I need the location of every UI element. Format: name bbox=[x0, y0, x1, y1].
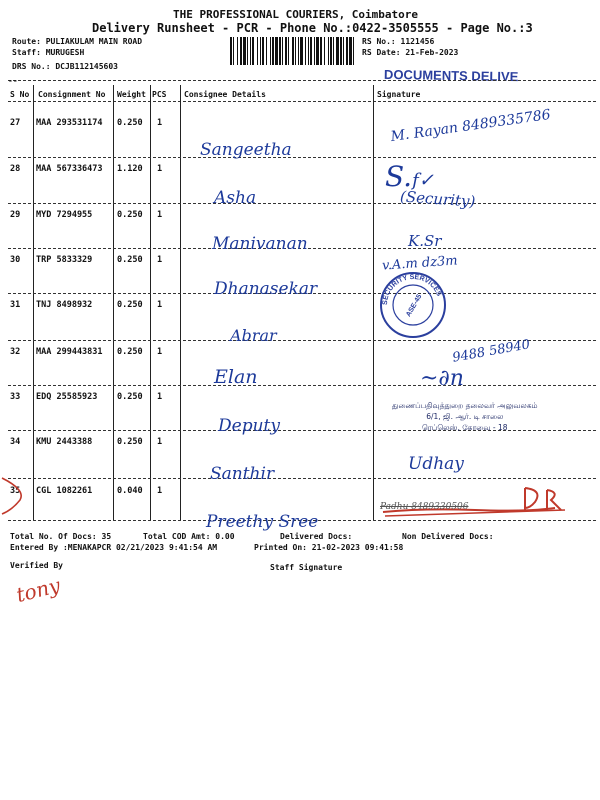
barcode-bar bbox=[285, 37, 287, 65]
consignee-name: Santhir bbox=[210, 464, 275, 484]
row-consignment: KMU 2443388 bbox=[36, 437, 93, 447]
stamp-line: ரெப்லெஸ், கோவை - 18 bbox=[422, 423, 508, 432]
crossed-number: Padhu 8489330506 bbox=[380, 502, 469, 512]
total-docs: Total No. Of Docs: 35 bbox=[10, 532, 112, 541]
rs-date-value: 21-Feb-2023 bbox=[405, 48, 459, 57]
barcode-bar bbox=[305, 37, 306, 65]
barcode-graphic bbox=[230, 37, 356, 65]
row-consignment: EDQ 25585923 bbox=[36, 392, 98, 402]
barcode-bar bbox=[279, 37, 281, 65]
delivered-stamp: DOCUMENTS DELIVE bbox=[383, 66, 519, 85]
barcode-bar bbox=[282, 37, 283, 65]
row-consignment: TRP 5833329 bbox=[36, 255, 93, 265]
barcode-bar bbox=[270, 37, 271, 65]
drs-value: DCJB112145603 bbox=[55, 62, 118, 71]
row-rule bbox=[8, 157, 596, 158]
route-label: Route: bbox=[12, 37, 41, 46]
row-consignment: TNJ 8498932 bbox=[36, 300, 93, 310]
consignee-name: Asha bbox=[214, 188, 257, 208]
row-pcs: 1 bbox=[157, 210, 163, 220]
barcode-bar bbox=[298, 37, 299, 65]
row-consignment: MAA 567336473 bbox=[36, 164, 103, 174]
row-pcs: 1 bbox=[157, 118, 163, 128]
consignee-name: Dhanasekar bbox=[214, 279, 318, 299]
seal-graphic bbox=[378, 270, 448, 340]
row-pcs: 1 bbox=[157, 486, 163, 496]
barcode-bar bbox=[250, 37, 251, 65]
barcode-bar bbox=[237, 37, 238, 65]
signature-scribble: S.f✓ bbox=[385, 160, 434, 193]
barcode-bar bbox=[340, 37, 342, 65]
col-sno: S No bbox=[10, 90, 30, 99]
row-pcs: 1 bbox=[157, 437, 163, 447]
row-weight: 0.250 bbox=[117, 347, 143, 357]
row-sno: 31 bbox=[10, 300, 21, 310]
row-consignment: CGL 1082261 bbox=[36, 486, 93, 496]
staff-value: MURUGESH bbox=[45, 48, 85, 57]
barcode-bar bbox=[262, 37, 264, 65]
barcode-bar bbox=[336, 37, 339, 65]
barcode-bar bbox=[288, 37, 289, 65]
dash-mark: -- bbox=[8, 76, 18, 85]
consignee-name: Preethy Sree bbox=[206, 512, 319, 532]
barcode-bar bbox=[349, 37, 352, 65]
route-line bbox=[12, 37, 142, 46]
barcode-bar bbox=[252, 37, 254, 65]
barcode-bar bbox=[266, 37, 267, 65]
col-divider bbox=[150, 85, 151, 520]
row-sno: 34 bbox=[10, 437, 21, 447]
security-seal bbox=[378, 270, 448, 340]
barcode-bar bbox=[328, 37, 329, 65]
row-rule bbox=[8, 478, 596, 479]
consignee-name: Manivanan bbox=[212, 234, 308, 254]
red-margin-mark bbox=[0, 470, 30, 520]
col-divider bbox=[33, 85, 34, 520]
consignee-name: Deputy bbox=[218, 416, 280, 436]
svg-text:SECURITY SERVICES: SECURITY SERVICES bbox=[381, 273, 443, 306]
col-consignee: Consignee Details bbox=[184, 90, 266, 99]
barcode-bar bbox=[343, 37, 344, 65]
col-divider bbox=[113, 85, 114, 520]
col-consignment: Consignment No bbox=[38, 90, 106, 99]
barcode-bar bbox=[324, 37, 325, 65]
consignee-name: Elan bbox=[214, 366, 258, 388]
barcode-bar bbox=[308, 37, 309, 65]
signature-mark: M. Rayan 8489335786 bbox=[389, 106, 552, 146]
row-weight: 0.250 bbox=[117, 437, 143, 447]
rs-no-line bbox=[362, 37, 434, 46]
rs-no-value: 1121456 bbox=[400, 37, 435, 46]
drs-line bbox=[12, 62, 118, 71]
barcode-bar bbox=[260, 37, 261, 65]
row-consignment: MYD 7294955 bbox=[36, 210, 93, 220]
barcode-bar bbox=[257, 37, 258, 65]
table-top-rule bbox=[8, 80, 596, 81]
row-sno: 33 bbox=[10, 392, 21, 402]
svg-text:ASE-45: ASE-45 bbox=[405, 293, 424, 319]
row-consignment: MAA 299443831 bbox=[36, 347, 103, 357]
barcode-bar bbox=[295, 37, 296, 65]
row-pcs: 1 bbox=[157, 392, 163, 402]
barcode-bar bbox=[333, 37, 334, 65]
row-rule bbox=[8, 203, 596, 204]
verified-by: Verified By bbox=[10, 561, 63, 570]
printed-on: Printed On: 21-02-2023 09:41:58 bbox=[254, 543, 404, 552]
row-weight: 0.250 bbox=[117, 118, 143, 128]
stamp-line: 6/1, ஜி. ஆர். டி சாலை bbox=[426, 412, 504, 421]
col-divider bbox=[373, 85, 374, 520]
non-delivered-docs: Non Delivered Docs: bbox=[402, 532, 494, 541]
barcode-bar bbox=[247, 37, 248, 65]
consignee-name: Abrar bbox=[230, 326, 277, 345]
staff-label: Staff: bbox=[12, 48, 41, 57]
barcode-bar bbox=[320, 37, 322, 65]
staff-line bbox=[12, 48, 84, 57]
barcode-bar bbox=[275, 37, 278, 65]
col-divider bbox=[180, 85, 181, 520]
barcode-bar bbox=[292, 37, 294, 65]
company-title: THE PROFESSIONAL COURIERS, Coimbatore bbox=[173, 8, 419, 21]
row-pcs: 1 bbox=[157, 347, 163, 357]
col-signature: Signature bbox=[377, 90, 421, 99]
consignee-name: Sangeetha bbox=[200, 140, 292, 160]
barcode bbox=[230, 37, 356, 65]
barcode-bar bbox=[310, 37, 312, 65]
barcode-bar bbox=[233, 37, 234, 65]
barcode-bar bbox=[243, 37, 246, 65]
signature-mark: v.A.m dz3m bbox=[381, 253, 459, 274]
route-value: PULIAKULAM MAIN ROAD bbox=[45, 37, 143, 46]
barcode-bar bbox=[314, 37, 315, 65]
signature-mark: (Security) bbox=[399, 187, 476, 211]
delivered-docs: Delivered Docs: bbox=[280, 532, 353, 541]
row-sno: 32 bbox=[10, 347, 21, 357]
row-sno: 30 bbox=[10, 255, 21, 265]
entered-by: Entered By :MENAKAPCR 02/21/2023 9:41:54 AM bbox=[10, 543, 218, 552]
row-pcs: 1 bbox=[157, 255, 163, 265]
rs-no-label: RS No.: bbox=[362, 37, 396, 46]
row-pcs: 1 bbox=[157, 164, 163, 174]
row-weight: 0.250 bbox=[117, 300, 143, 310]
row-sno: 35 bbox=[10, 486, 21, 496]
row-rule bbox=[8, 385, 596, 386]
header-rule bbox=[8, 101, 596, 102]
barcode-bar bbox=[300, 37, 303, 65]
barcode-bar bbox=[346, 37, 348, 65]
verified-mark: tony bbox=[13, 573, 63, 607]
row-consignment: MAA 293531174 bbox=[36, 118, 103, 128]
row-weight: 0.250 bbox=[117, 210, 143, 220]
barcode-bar bbox=[330, 37, 332, 65]
row-pcs: 1 bbox=[157, 300, 163, 310]
drs-label: DRS No.: bbox=[12, 62, 51, 71]
signature-mark: Udhay bbox=[408, 454, 464, 474]
signature-mark: 9488 58940 bbox=[451, 337, 532, 366]
total-cod: Total COD Amt: 0.00 bbox=[143, 532, 235, 541]
barcode-bar bbox=[230, 37, 232, 65]
runsheet-subtitle: Delivery Runsheet - PCR - Phone No.:0422-3505555 - Page No.:3 bbox=[92, 21, 533, 35]
col-pcs: PCS bbox=[152, 90, 167, 99]
row-weight: 0.250 bbox=[117, 255, 143, 265]
barcode-bar bbox=[272, 37, 274, 65]
row-weight: 0.040 bbox=[117, 486, 143, 496]
row-weight: 0.250 bbox=[117, 392, 143, 402]
rs-date-label: RS Date: bbox=[362, 48, 401, 57]
rs-date-line bbox=[362, 48, 458, 57]
stamp-line: துணைப்பதிவுத்துறை தலைவர் அலுவலகம் bbox=[392, 401, 538, 410]
signature-mark: K.Sr bbox=[408, 232, 442, 250]
row-sno: 28 bbox=[10, 164, 21, 174]
office-stamp bbox=[392, 400, 538, 433]
barcode-bar bbox=[353, 37, 354, 65]
barcode-bar bbox=[240, 37, 242, 65]
row-sno: 27 bbox=[10, 118, 21, 128]
signature-scribble: ~∂n bbox=[420, 366, 464, 391]
row-sno: 29 bbox=[10, 210, 21, 220]
barcode-bar bbox=[316, 37, 319, 65]
row-weight: 1.120 bbox=[117, 164, 143, 174]
col-weight: Weight bbox=[117, 90, 146, 99]
staff-signature: Staff Signature bbox=[270, 563, 343, 572]
